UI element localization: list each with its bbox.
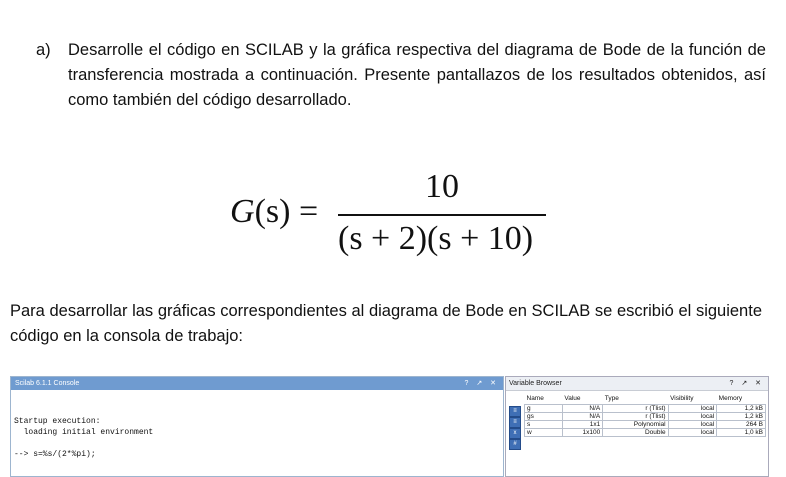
table-row[interactable] [525, 405, 766, 413]
column-header-value[interactable]: Value [564, 395, 581, 402]
var-name: w [525, 429, 563, 437]
var-value: N/A [562, 413, 602, 421]
variable-type-icons [509, 406, 521, 450]
var-memory: 264 B [717, 421, 766, 429]
variable-browser-window-controls[interactable]: ? ↗ ✕ [729, 380, 764, 387]
var-value: 1x1 [562, 421, 602, 429]
variable-browser-title: Variable Browser [509, 380, 562, 387]
question-text: Desarrolle el código en SCILAB y la gráfica respectiva del diagrama de Bode de la función de transferencia mostrada a continuación. Presente pantallazos de los resultados obtenidos, así como también del código desarrollado. [68, 41, 766, 109]
var-name: g [525, 405, 563, 413]
console-line: --> s=%s/(2*%pi); [14, 450, 96, 459]
var-visibility: local [668, 429, 717, 437]
var-name: s [525, 421, 563, 429]
formula-arg: (s) [254, 193, 291, 230]
formula-lhs [230, 193, 318, 231]
question-label: a) [36, 41, 51, 59]
var-type: Double [603, 429, 668, 437]
column-header-visibility[interactable]: Visibility [670, 395, 694, 402]
table-row[interactable] [525, 421, 766, 429]
var-type: r (Tlist) [603, 405, 668, 413]
var-visibility: local [668, 413, 717, 421]
var-memory: 1,2 kB [717, 405, 766, 413]
tlist-icon: ≡ [509, 406, 521, 417]
var-visibility: local [668, 405, 717, 413]
var-visibility: local [668, 421, 717, 429]
formula-denominator: (s + 2)(s + 10) [338, 220, 534, 257]
variable-table [524, 393, 766, 437]
var-value: 1x100 [562, 429, 602, 437]
console-line [14, 438, 503, 449]
variable-browser[interactable] [505, 376, 769, 477]
fraction-bar [338, 214, 546, 216]
column-header-memory[interactable]: Memory [718, 395, 743, 402]
scilab-console[interactable] [10, 376, 504, 477]
console-window-controls[interactable]: ? ↗ ✕ [464, 380, 499, 387]
var-type: r (Tlist) [603, 413, 668, 421]
console-line: loading initial environment [14, 428, 154, 437]
table-row[interactable] [525, 429, 766, 437]
formula-equals: = [298, 193, 319, 230]
var-memory: 1,2 kB [717, 413, 766, 421]
transfer-function-formula [230, 168, 550, 268]
var-name: gs [525, 413, 563, 421]
formula-numerator: 10 [425, 168, 459, 205]
column-header-name[interactable]: Name [526, 395, 544, 402]
table-row[interactable] [525, 413, 766, 421]
variable-browser-titlebar [506, 377, 768, 391]
column-header-type[interactable]: Type [604, 395, 619, 402]
matrix-icon: # [509, 439, 521, 450]
polynomial-icon: x [509, 428, 521, 439]
var-memory: 1,0 kB [717, 429, 766, 437]
console-output[interactable] [11, 390, 503, 460]
console-titlebar [11, 377, 503, 390]
intro-paragraph: Para desarrollar las gráficas correspondientes al diagrama de Bode en SCILAB se escribió el siguiente código en la consola de trabajo: [10, 302, 762, 345]
var-type: Polynomial [603, 421, 668, 429]
var-value: N/A [562, 405, 602, 413]
question-paragraph [36, 38, 766, 113]
console-title: Scilab 6.1.1 Console [15, 380, 80, 387]
console-line: Startup execution: [14, 417, 101, 426]
formula-func: G [230, 193, 255, 230]
tlist-icon: ≡ [509, 417, 521, 428]
